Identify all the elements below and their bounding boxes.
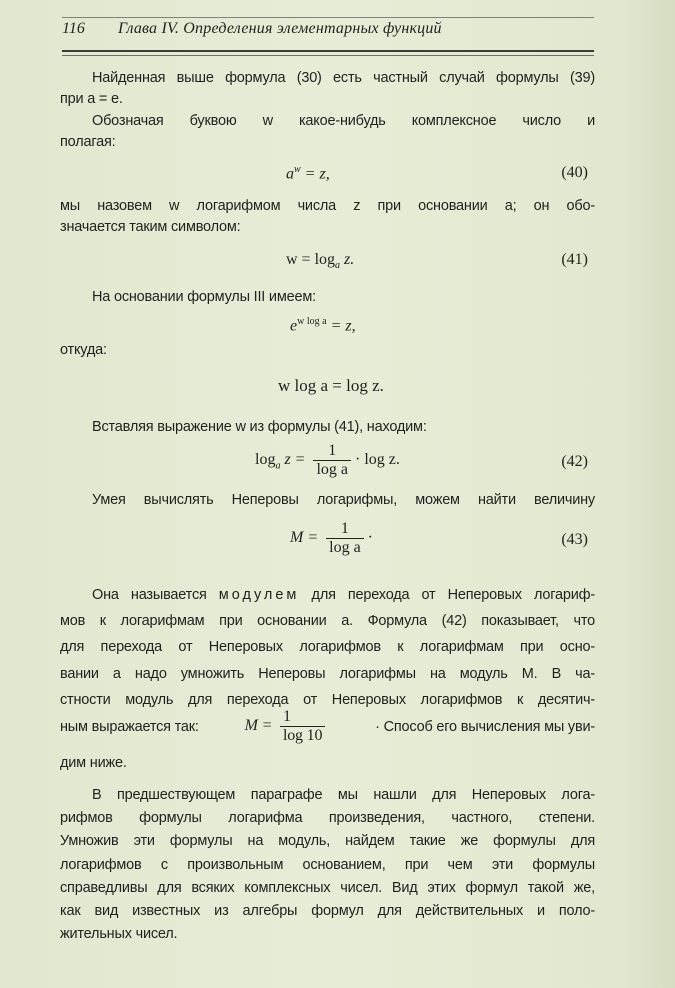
text-line-with-fraction: ным выражается так: M = $\frac{1}{\log 10}$ · Способ его вычисления мы уви- xyxy=(60,708,595,744)
text-line: На основании формулы III имеем: xyxy=(92,289,316,305)
text-line: мов к логарифмам при основании a. Формула (42) показывает, что xyxy=(60,613,595,629)
chapter-title: Глава IV. Определения элементарных функций xyxy=(118,20,442,37)
text-line: вании a надо умножить Неперовы логарифмы на модуль M. В ча- xyxy=(60,666,595,682)
text-line: Умея вычислять Неперовы логарифмы, можем найти величину xyxy=(92,492,595,508)
text-line: стности модуль для перехода от Неперовых логарифмов к десятич- xyxy=(60,692,595,708)
equation-42: $\log_a z$ = $\frac{1}{\text{log a}}$ · log z. xyxy=(255,442,400,478)
equation-log: w log a = log z. xyxy=(278,376,384,395)
text-line: справедливы для всяких комплексных чисел. Вид этих формул такой же, xyxy=(60,880,595,896)
text-line: откуда: xyxy=(60,342,107,358)
top-rule xyxy=(62,17,594,18)
text-line: Вставляя выражение w из формулы (41), находим: xyxy=(92,419,427,435)
equation-43: M = $\frac{1}{\text{log a}}$ · xyxy=(290,520,373,556)
inline-formula: M = $\frac{1}{\log 10}$ xyxy=(245,708,330,745)
text-line: рифмов формулы логарифма произведения, частного, степени. xyxy=(60,810,595,826)
text-line: мы назовем w логарифмом числа z при основании a; он обо- xyxy=(60,198,595,214)
equation-number: (42) xyxy=(561,453,588,470)
equation-40: $a^w = z$, xyxy=(286,164,330,183)
header-rule xyxy=(62,50,594,52)
text-line: логарифмов с произвольным основанием, при чем эти формулы xyxy=(60,857,595,873)
equation-number: (40) xyxy=(561,164,588,181)
equation-number: (43) xyxy=(561,531,588,548)
text-line: полагая: xyxy=(60,134,116,150)
equation-number: (41) xyxy=(561,251,588,268)
text-line: при a = e. xyxy=(60,91,123,107)
text-line: жительных чисел. xyxy=(60,926,178,942)
text-line: как вид известных из алгебры формул для действительных и поло- xyxy=(60,903,595,919)
header-rule-thin xyxy=(62,55,594,56)
page-number: 116 xyxy=(62,20,85,37)
text-line: Обозначая буквою w какое-нибудь комплексное число и xyxy=(92,113,595,129)
text-line: значается таким символом: xyxy=(60,219,241,235)
equation-41: $w = \log_a z$. xyxy=(286,251,355,272)
text-line: для перехода от Неперовых логарифмов к логарифмам при осно- xyxy=(60,639,595,655)
text-line: Найденная выше формула (30) есть частный случай формулы (39) xyxy=(92,70,595,86)
text-line: Умножив эти формулы на модуль, найдем такие же формулы для xyxy=(60,833,595,849)
equation-exp: $e^{w log a} = z$, xyxy=(290,316,356,335)
text-line: дим ниже. xyxy=(60,755,127,771)
text-line: Она называется модулем для перехода от Неперовых логариф- xyxy=(92,587,595,603)
text-line: В предшествующем параграфе мы нашли для Неперовых лога- xyxy=(92,787,595,803)
